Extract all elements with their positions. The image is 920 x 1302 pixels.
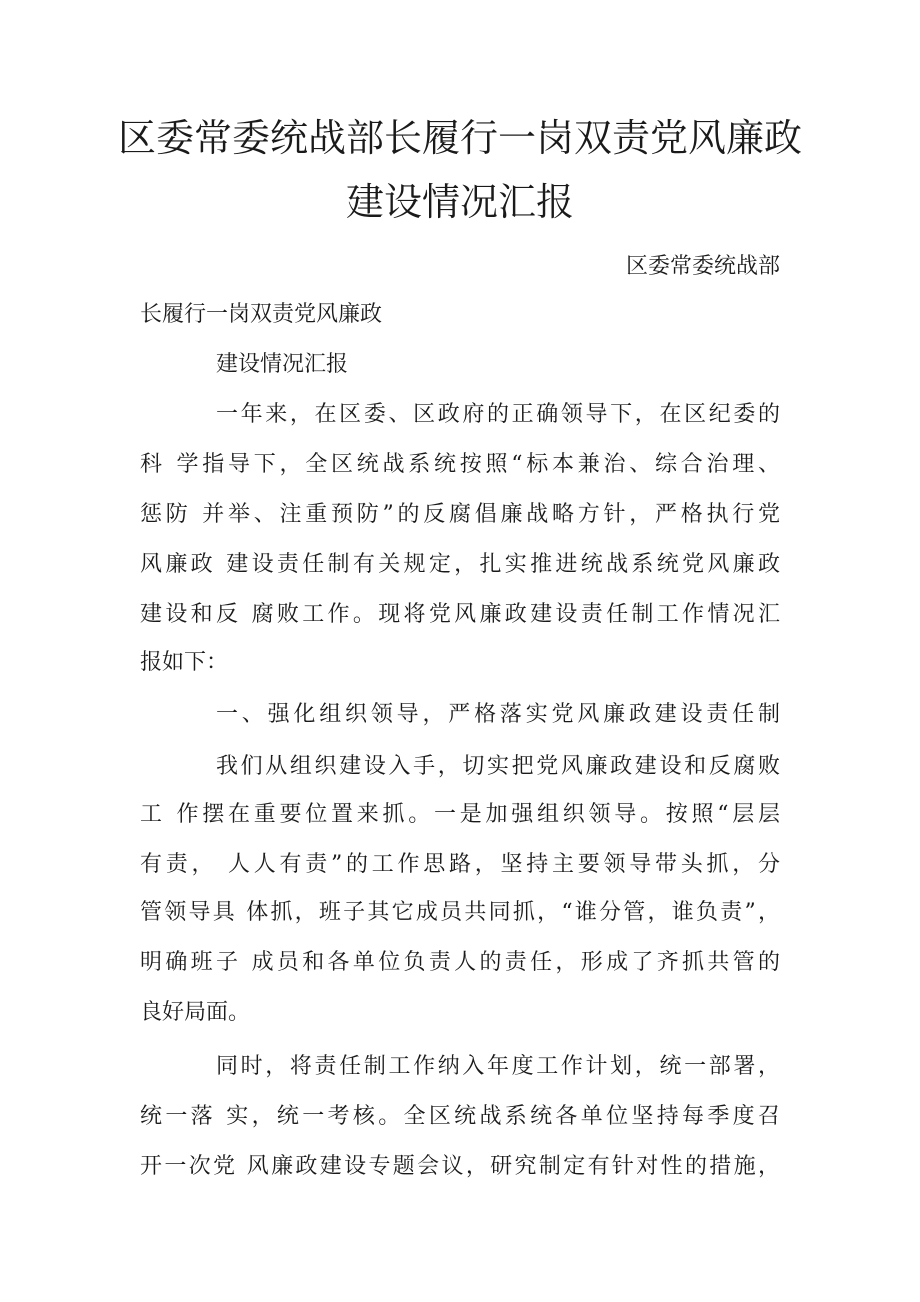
body-line: 良好局面。 xyxy=(140,1000,251,1025)
document-title-line-2: 建设情况汇报 xyxy=(345,180,574,224)
body-line: 长履行一岗双责党风廉政 xyxy=(140,302,383,327)
body-line: 开一次党 风廉政建设专题会议，研究制定有针对性的措施， xyxy=(140,1154,780,1179)
document-title-line-1: 区委常委统战部长履行一岗双责党风廉政 xyxy=(117,116,802,160)
body-line: 有责， 人人有责”的工作思路，坚持主要领导带头抓，分 xyxy=(140,852,780,877)
body-line: 工 作摆在重要位置来抓。一是加强组织领导。按照“层层 xyxy=(140,802,780,827)
document-author: 区委常委统战部 xyxy=(625,254,780,279)
body-line: 惩防 并举、注重预防”的反腐倡廉战略方针，严格执行党 xyxy=(140,502,780,527)
body-line: 一年来，在区委、区政府的正确领导下，在区纪委的 xyxy=(216,402,780,427)
body-line: 明确班子 成员和各单位负责人的责任，形成了齐抓共管的 xyxy=(140,950,780,975)
body-line: 建设情况汇报 xyxy=(216,352,349,377)
body-line: 管领导具 体抓，班子其它成员共同抓，“谁分管，谁负责”， xyxy=(140,900,780,925)
body-line: 风廉政 建设责任制有关规定，扎实推进统战系统党风廉政 xyxy=(140,552,780,577)
body-line: 建设和反 腐败工作。现将党风廉政建设责任制工作情况汇 xyxy=(140,602,780,627)
body-line: 报如下： xyxy=(140,650,229,675)
body-line: 我们从组织建设入手，切实把党风廉政建设和反腐败 xyxy=(216,754,780,779)
section-heading: 一、强化组织领导，严格落实党风廉政建设责任制 xyxy=(216,702,780,727)
body-line: 统一落 实，统一考核。全区统战系统各单位坚持每季度召 xyxy=(140,1104,780,1129)
body-line: 科 学指导下，全区统战系统按照“标本兼治、综合治理、 xyxy=(140,452,780,477)
body-line: 同时，将责任制工作纳入年度工作计划，统一部署， xyxy=(216,1054,780,1079)
